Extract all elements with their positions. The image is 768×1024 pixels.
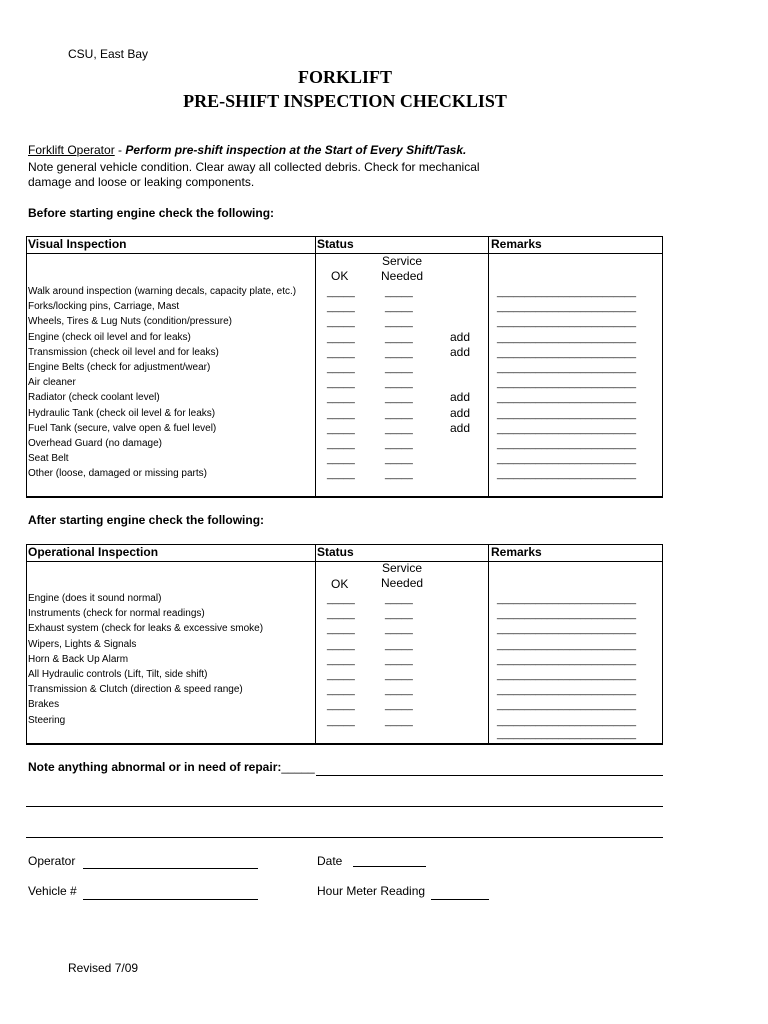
operator-field[interactable]: [83, 868, 258, 869]
service-needed-blank[interactable]: _____: [385, 469, 413, 481]
ok-blank[interactable]: _____: [327, 609, 355, 621]
service-needed-blank[interactable]: _____: [385, 393, 413, 405]
service-needed-blank[interactable]: _____: [385, 408, 413, 420]
ok-blank[interactable]: _____: [327, 423, 355, 435]
remarks-blank[interactable]: _________________________: [497, 594, 637, 605]
remarks-blank[interactable]: _________________________: [497, 393, 637, 405]
remarks-blank[interactable]: _________________________: [497, 729, 637, 740]
service-needed-blank[interactable]: _____: [385, 654, 413, 666]
add-note: add: [450, 405, 471, 420]
add-note: add: [450, 390, 471, 405]
form-subtitle: PRE-SHIFT INSPECTION CHECKLIST: [183, 91, 507, 111]
ok-header-2: OK: [331, 577, 349, 591]
inspection-item-label: Steering: [28, 714, 66, 726]
add-note: add: [450, 329, 471, 344]
vehicle-field[interactable]: [83, 899, 258, 900]
intro-line-2: Note general vehicle condition. Clear away all collected debris. Check for mechanical: [28, 160, 480, 174]
remarks-blank[interactable]: _________________________: [497, 363, 637, 374]
ok-blank[interactable]: _____: [327, 639, 355, 651]
inspection-item-label: Engine (does it sound normal): [28, 593, 162, 604]
ok-blank[interactable]: _____: [327, 624, 355, 636]
service-needed-blank[interactable]: _____: [385, 347, 413, 359]
inspection-item-label: Hydraulic Tank (check oil level & for leaks): [28, 407, 216, 419]
ok-blank[interactable]: _____: [327, 469, 355, 481]
service-needed-blank[interactable]: _____: [385, 302, 413, 314]
inspection-item-label: Wipers, Lights & Signals: [28, 638, 137, 650]
remarks-blank[interactable]: _________________________: [497, 685, 637, 697]
remarks-blank[interactable]: _________________________: [497, 287, 637, 298]
inspection-item-label: Wheels, Tires & Lug Nuts (condition/pressure): [28, 316, 232, 328]
revised-date: Revised 7/09: [68, 961, 139, 975]
ok-blank[interactable]: _____: [327, 454, 355, 466]
remarks-blank[interactable]: _________________________: [497, 639, 637, 651]
service-needed-blank[interactable]: _____: [385, 700, 413, 712]
remarks-blank[interactable]: _________________________: [497, 454, 637, 466]
ok-blank[interactable]: _____: [327, 439, 355, 450]
service-header-1: Service: [382, 254, 423, 268]
inspection-item-label: Radiator (check coolant level): [28, 392, 160, 404]
remarks-blank[interactable]: _________________________: [497, 408, 637, 420]
col-remarks: Remarks: [491, 237, 542, 251]
service-needed-blank[interactable]: _____: [385, 287, 413, 298]
ok-blank[interactable]: _____: [327, 654, 355, 666]
repair-label: [28, 760, 315, 774]
intro-dash: -: [118, 143, 123, 157]
ok-blank[interactable]: _____: [327, 302, 355, 314]
after-heading: After starting engine check the following:: [28, 513, 265, 527]
inspection-item-label: All Hydraulic controls (Lift, Tilt, side shift): [28, 669, 208, 680]
service-needed-blank[interactable]: _____: [385, 624, 413, 636]
remarks-blank[interactable]: _________________________: [497, 715, 637, 727]
col-visual-inspection: Visual Inspection: [28, 237, 127, 251]
organization-name: CSU, East Bay: [68, 47, 149, 61]
ok-blank[interactable]: _____: [327, 670, 355, 681]
service-needed-blank[interactable]: _____: [385, 332, 413, 344]
service-needed-blank[interactable]: _____: [385, 423, 413, 435]
inspection-item-label: Forks/locking pins, Carriage, Mast: [28, 301, 180, 313]
ok-blank[interactable]: _____: [327, 287, 355, 298]
col-status: Status: [317, 237, 354, 251]
remarks-blank[interactable]: _________________________: [497, 317, 637, 329]
service-needed-blank[interactable]: _____: [385, 378, 413, 390]
inspection-item-label: Instruments (check for normal readings): [28, 608, 205, 620]
ok-blank[interactable]: _____: [327, 378, 355, 390]
inspection-item-label: Overhead Guard (no damage): [28, 438, 162, 449]
add-note: add: [450, 420, 471, 435]
service-needed-blank[interactable]: _____: [385, 439, 413, 450]
remarks-blank[interactable]: _________________________: [497, 700, 637, 712]
inspection-item-label: Brakes: [28, 699, 60, 711]
inspection-item-label: Seat Belt: [28, 453, 69, 465]
add-note: add: [450, 344, 471, 359]
repair-label-blank: _____: [281, 760, 315, 774]
inspection-item-label: Other (loose, damaged or missing parts): [28, 468, 207, 480]
service-needed-blank[interactable]: _____: [385, 715, 413, 727]
service-needed-blank[interactable]: _____: [385, 317, 413, 329]
hour-meter-field[interactable]: [431, 899, 489, 900]
remarks-blank[interactable]: _________________________: [497, 654, 637, 666]
ok-blank[interactable]: _____: [327, 332, 355, 344]
ok-blank[interactable]: _____: [327, 700, 355, 712]
remarks-blank[interactable]: _________________________: [497, 347, 637, 359]
remarks-blank[interactable]: _________________________: [497, 302, 637, 314]
vehicle-label: Vehicle #: [28, 884, 77, 898]
repair-label-text: Note anything abnormal or in need of repair:: [28, 760, 282, 774]
service-header-2b: Needed: [381, 576, 424, 590]
inspection-item-label: Fuel Tank (secure, valve open & fuel level): [28, 422, 217, 434]
col-operational-inspection: Operational Inspection: [28, 545, 159, 559]
remarks-blank[interactable]: _________________________: [497, 423, 637, 435]
inspection-item-label: Engine (check oil level and for leaks): [28, 331, 191, 343]
service-needed-blank[interactable]: _____: [385, 594, 413, 605]
service-header-2: Needed: [381, 269, 424, 283]
repair-line-1[interactable]: [316, 775, 663, 776]
remarks-blank[interactable]: _________________________: [497, 378, 637, 390]
ok-blank[interactable]: _____: [327, 408, 355, 420]
repair-line-2[interactable]: [26, 806, 663, 807]
ok-blank[interactable]: _____: [327, 715, 355, 727]
ok-blank[interactable]: _____: [327, 685, 355, 697]
service-needed-blank[interactable]: _____: [385, 454, 413, 466]
col-remarks-2: Remarks: [491, 545, 542, 559]
service-needed-blank[interactable]: _____: [385, 670, 413, 681]
date-field[interactable]: [353, 866, 426, 867]
remarks-blank[interactable]: _________________________: [497, 439, 637, 450]
before-heading: Before starting engine check the following:: [28, 206, 275, 220]
remarks-blank[interactable]: _________________________: [497, 609, 637, 621]
intro-instruction: Perform pre-shift inspection at the Start of Every Shift/Task.: [125, 143, 467, 157]
service-needed-blank[interactable]: _____: [385, 363, 413, 374]
inspection-item-label: Transmission (check oil level and for leaks): [28, 346, 219, 358]
remarks-blank[interactable]: _________________________: [497, 670, 637, 681]
inspection-item-label: Engine Belts (check for adjustment/wear): [28, 362, 211, 373]
inspection-item-label: Air cleaner: [28, 377, 76, 389]
operator-label: Operator: [28, 854, 76, 868]
hour-meter-label: Hour Meter Reading: [317, 884, 426, 898]
ok-blank[interactable]: _____: [327, 347, 355, 359]
ok-blank[interactable]: _____: [327, 594, 355, 605]
inspection-item-label: Horn & Back Up Alarm: [28, 653, 129, 665]
remarks-blank[interactable]: _________________________: [497, 624, 637, 636]
inspection-item-label: Transmission & Clutch (direction & speed range): [28, 684, 243, 696]
operator-role: Forklift Operator: [28, 143, 115, 157]
inspection-item-label: Walk around inspection (warning decals, capacity plate, etc.): [28, 286, 297, 297]
service-needed-blank[interactable]: _____: [385, 609, 413, 621]
ok-blank[interactable]: _____: [327, 393, 355, 405]
service-needed-blank[interactable]: _____: [385, 685, 413, 697]
repair-line-3[interactable]: [26, 837, 663, 838]
intro-line-3: damage and loose or leaking components.: [28, 175, 255, 189]
service-needed-blank[interactable]: _____: [385, 639, 413, 651]
service-header-2a: Service: [382, 561, 423, 575]
remarks-blank[interactable]: _________________________: [497, 332, 637, 344]
ok-header: OK: [331, 269, 349, 283]
form-title: FORKLIFT: [297, 67, 392, 87]
inspection-item-label: Exhaust system (check for leaks & excessive smoke): [28, 623, 264, 635]
col-status-2: Status: [317, 545, 354, 559]
ok-blank[interactable]: _____: [327, 317, 355, 329]
intro-line-1: [28, 143, 466, 157]
ok-blank[interactable]: _____: [327, 363, 355, 374]
date-label: Date: [317, 854, 343, 868]
remarks-blank[interactable]: _________________________: [497, 469, 637, 481]
